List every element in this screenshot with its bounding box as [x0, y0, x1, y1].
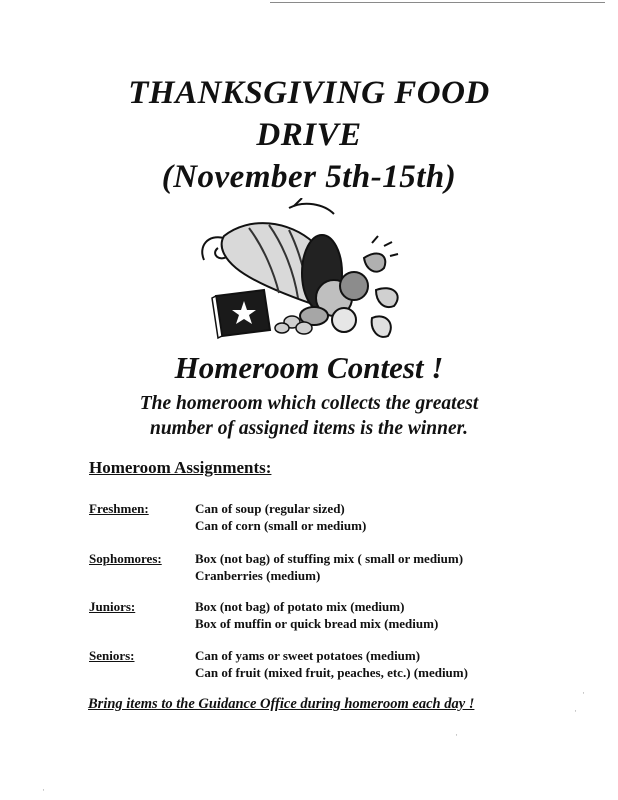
- assignment-items: [195, 550, 463, 584]
- assignment-item: Can of soup (regular sized): [195, 501, 345, 516]
- assignment-label: Freshmen:: [89, 501, 149, 516]
- scan-speck: ·: [574, 706, 577, 716]
- assignment-label: Sophomores:: [89, 551, 162, 566]
- page-title: [0, 72, 618, 198]
- assignment-items: [195, 598, 438, 632]
- assignment-item: Can of yams or sweet potatoes (medium): [195, 648, 421, 663]
- assignment-item: Can of corn (small or medium): [195, 518, 367, 533]
- assignment-item: Can of fruit (mixed fruit, peaches, etc.) (medium): [195, 665, 468, 680]
- contest-description-line-1: The homeroom which collects the greatest: [139, 393, 479, 414]
- scan-edge-line: [270, 2, 605, 3]
- assignment-item: Box (not bag) of potato mix (medium): [195, 599, 405, 614]
- title-line-3: (November 5th-15th): [161, 159, 457, 195]
- assignment-item: Box of muffin or quick bread mix (medium): [195, 616, 439, 631]
- footer-instruction: Bring items to the Guidance Office during homeroom each day !: [88, 696, 475, 712]
- assignment-label: Seniors:: [89, 648, 135, 663]
- scan-speck: ·: [582, 688, 585, 698]
- contest-description: [0, 391, 618, 441]
- assignment-item: Box (not bag) of stuffing mix ( small or medium): [195, 551, 464, 566]
- title-line-1: THANKSGIVING FOOD: [128, 75, 490, 111]
- scan-speck: ·: [455, 730, 458, 740]
- scan-speck: ·: [42, 785, 45, 795]
- assignment-items: [195, 500, 366, 534]
- assignment-label: Juniors:: [89, 599, 136, 614]
- assignment-items: [195, 647, 468, 681]
- title-line-2: DRIVE: [256, 117, 362, 153]
- contest-description-line-2: number of assigned items is the winner.: [149, 418, 469, 439]
- assignment-item: Cranberries (medium): [195, 568, 321, 583]
- assignments-heading: Homeroom Assignments:: [89, 458, 272, 477]
- contest-heading: Homeroom Contest !: [174, 350, 444, 385]
- cornucopia-icon: [194, 198, 419, 346]
